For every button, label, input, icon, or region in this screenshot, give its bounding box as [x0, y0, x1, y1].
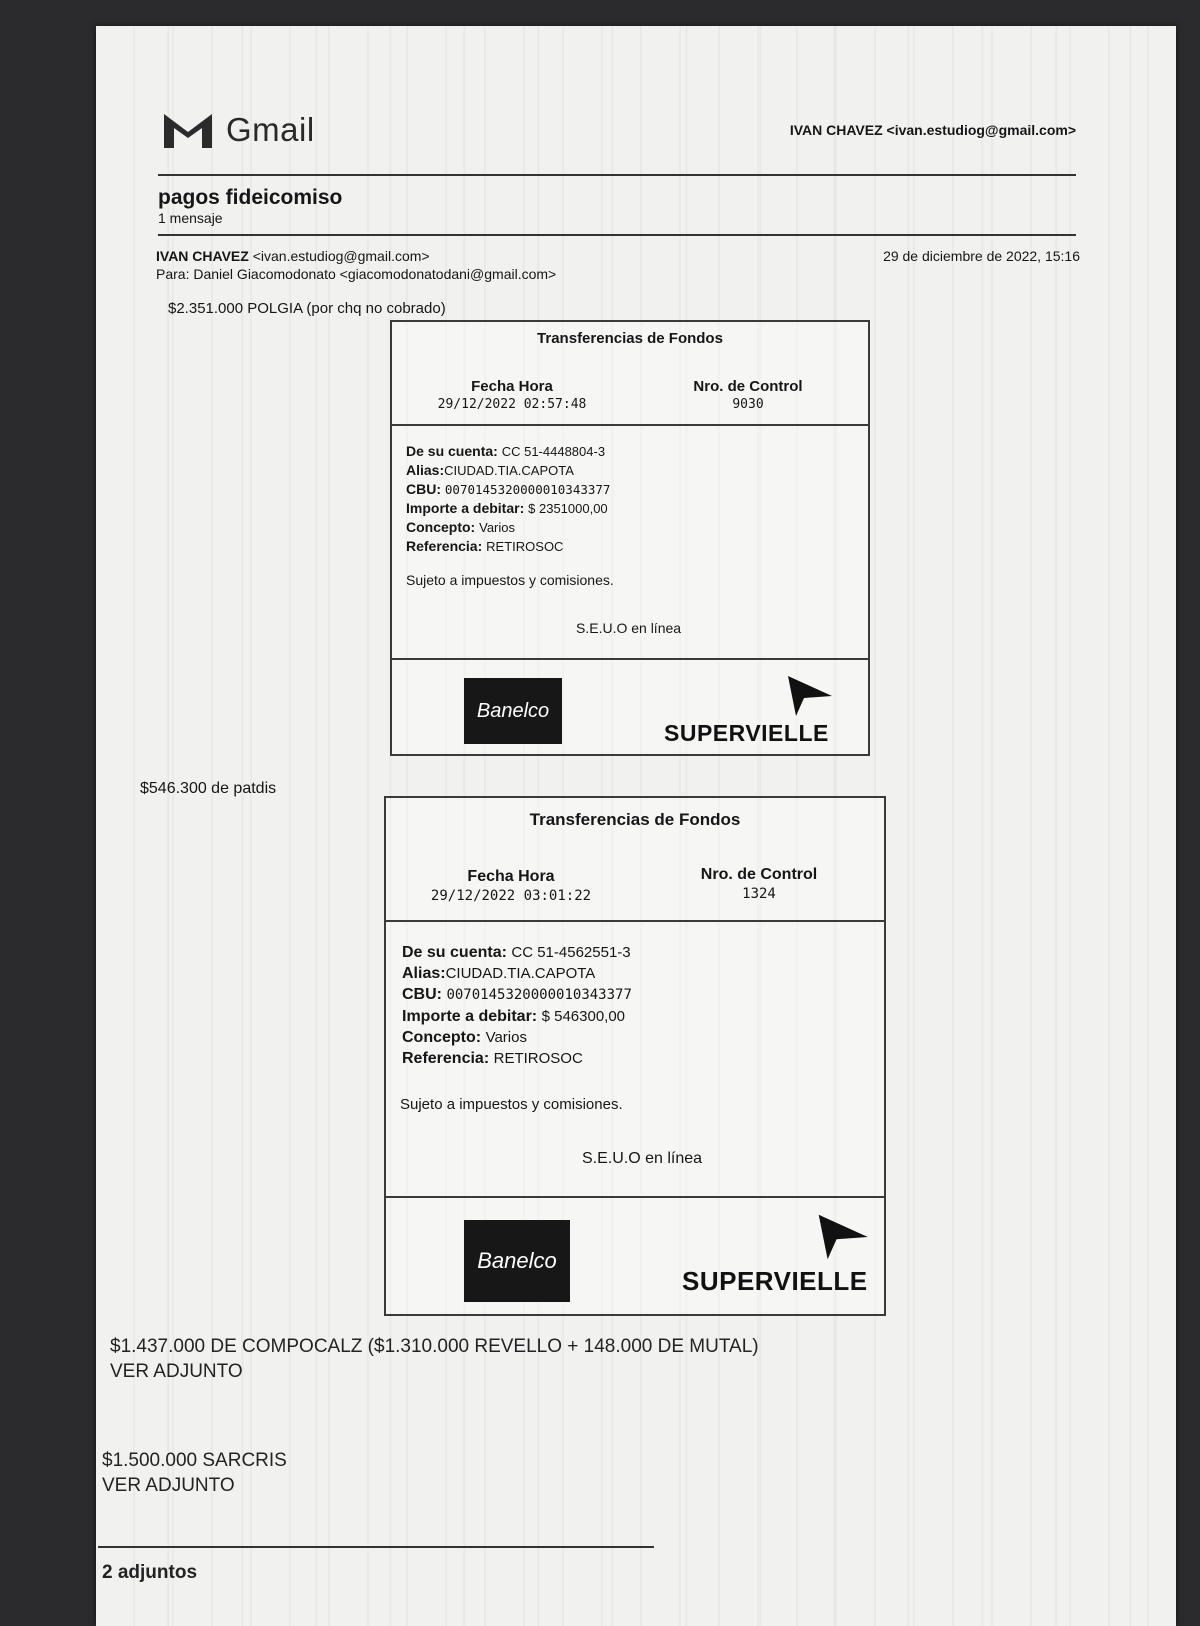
- sender-name: IVAN CHAVEZ: [156, 248, 249, 264]
- account-address: IVAN CHAVEZ <ivan.estudiog@gmail.com>: [789, 122, 1076, 138]
- email-date: 29 de diciembre de 2022, 15:16: [883, 248, 1080, 264]
- reference-value: RETIROSOC: [486, 539, 564, 554]
- amount-value: $ 546300,00: [541, 1008, 626, 1025]
- transfer-receipt-2: [384, 796, 886, 1316]
- banelco-logo: [464, 678, 562, 744]
- control-value: 1324: [742, 886, 776, 902]
- concept-label: Concepto:: [406, 519, 476, 535]
- account-value: CC 51-4562551-3: [511, 944, 631, 961]
- transfer-receipt-1: [390, 320, 870, 756]
- gmail-logo: [162, 110, 315, 150]
- datetime-value: 29/12/2022 03:01:22: [430, 888, 592, 904]
- banelco-logo: [464, 1220, 570, 1302]
- app-name: Gmail: [226, 111, 315, 148]
- concept-value: Varios: [485, 1029, 527, 1046]
- receipt-title: Transferencias de Fondos: [537, 330, 723, 347]
- receipt-footer-divider: [392, 658, 868, 660]
- body-line-4-main: $1.500.000 SARCRIS: [102, 1450, 287, 1471]
- control-value: 9030: [732, 397, 764, 412]
- cbu-label: CBU:: [402, 986, 442, 1003]
- alias-label: Alias:: [406, 462, 445, 478]
- alias-value: CIUDAD.TIA.CAPOTA: [444, 463, 574, 478]
- receipt-divider: [392, 424, 868, 426]
- cbu-value: 0070145320000010343377: [446, 987, 632, 1003]
- supervielle-arrow-icon: [782, 674, 834, 718]
- attachments-divider: [98, 1546, 654, 1548]
- tax-note: Sujeto a impuestos y comisiones.: [400, 1096, 623, 1113]
- amount-label: Importe a debitar:: [402, 1008, 538, 1025]
- reference-value: RETIROSOC: [493, 1050, 583, 1067]
- cbu-label: CBU:: [406, 481, 441, 497]
- subject-divider: [158, 234, 1076, 236]
- receipt-datetime: [412, 378, 612, 412]
- body-line-2: $546.300 de patdis: [140, 780, 277, 797]
- body-line-3-note: VER ADJUNTO: [110, 1361, 243, 1382]
- supervielle-arrow-icon: [812, 1212, 870, 1262]
- reference-label: Referencia:: [406, 538, 483, 554]
- concept-label: Concepto:: [402, 1029, 482, 1046]
- concept-value: Varios: [479, 520, 515, 535]
- header-divider: [158, 174, 1076, 176]
- receipt-datetime: [406, 868, 616, 904]
- body-line-4-note: VER ADJUNTO: [102, 1475, 235, 1496]
- message-count: 1 mensaje: [158, 210, 223, 226]
- receipt-control: [658, 378, 838, 412]
- seuo-note: S.E.U.O en línea: [582, 1150, 703, 1167]
- recipient-line: Para: Daniel Giacomodonato <giacomodonatodani@gmail.com>: [156, 266, 557, 282]
- alias-value: CIUDAD.TIA.CAPOTA: [445, 965, 596, 982]
- banelco-text: Banelco: [476, 699, 550, 722]
- seuo-note: S.E.U.O en línea: [576, 620, 682, 636]
- receipt-details: [406, 442, 610, 556]
- bank-name: SUPERVIELLE: [682, 1266, 868, 1296]
- control-label: Nro. de Control: [700, 866, 818, 883]
- printed-page: [96, 26, 1176, 1626]
- receipt-footer-divider: [386, 1196, 884, 1198]
- datetime-label: Fecha Hora: [467, 868, 555, 885]
- receipt-divider: [386, 920, 884, 922]
- gmail-m-icon: [162, 110, 214, 150]
- tax-note: Sujeto a impuestos y comisiones.: [406, 572, 614, 588]
- sender-address: <ivan.estudiog@gmail.com>: [252, 248, 430, 264]
- receipt-control: [664, 866, 854, 902]
- body-line-3: [110, 1334, 759, 1384]
- attachments-count: 2 adjuntos: [102, 1562, 198, 1583]
- account-label: De su cuenta:: [402, 944, 507, 961]
- bank-name: SUPERVIELLE: [664, 720, 829, 746]
- reference-label: Referencia:: [402, 1050, 490, 1067]
- control-label: Nro. de Control: [693, 378, 803, 395]
- account-label: De su cuenta:: [406, 443, 498, 459]
- alias-label: Alias:: [402, 965, 446, 982]
- amount-value: $ 2351000,00: [528, 501, 608, 516]
- receipt-details: [402, 942, 632, 1069]
- datetime-value: 29/12/2022 02:57:48: [437, 397, 587, 412]
- amount-label: Importe a debitar:: [406, 500, 525, 516]
- account-value: CC 51-4448804-3: [501, 444, 606, 459]
- email-subject: pagos fideicomiso: [158, 186, 343, 209]
- body-line-3-main: $1.437.000 DE COMPOCALZ ($1.310.000 REVELLO + 148.000 DE MUTAL): [110, 1336, 759, 1357]
- receipt-title: Transferencias de Fondos: [529, 810, 741, 829]
- body-line-4: [102, 1448, 287, 1498]
- sender-line: [156, 248, 430, 264]
- banelco-text: Banelco: [477, 1248, 557, 1273]
- datetime-label: Fecha Hora: [471, 378, 553, 395]
- body-line-1: $2.351.000 POLGIA (por chq no cobrado): [168, 300, 446, 317]
- cbu-value: 0070145320000010343377: [444, 482, 611, 497]
